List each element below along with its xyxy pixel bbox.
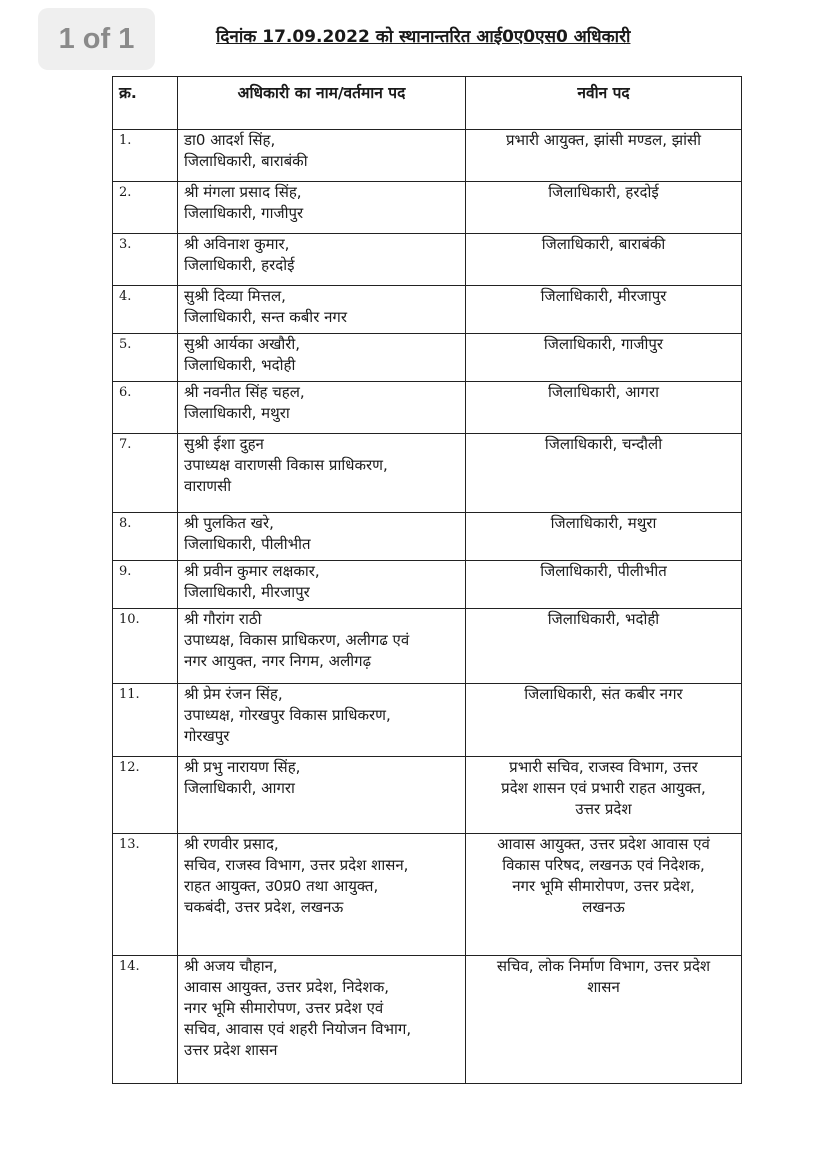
new-post-line: सचिव, लोक निर्माण विभाग, उत्तर प्रदेश: [496, 957, 711, 975]
table-row: [113, 684, 742, 757]
row-officer-details: [178, 684, 466, 757]
officer-detail-line: जिलाधिकारी, हरदोई: [184, 256, 295, 274]
table-row: [113, 513, 742, 561]
table-row: [113, 182, 742, 234]
officer-detail-line: श्री अजय चौहान,: [184, 957, 278, 975]
officer-detail-line: नगर भूमि सीमारोपण, उत्तर प्रदेश एवं: [184, 999, 384, 1017]
header-serial: क्र.: [113, 77, 178, 130]
officer-detail-line: जिलाधिकारी, मथुरा: [184, 404, 290, 422]
row-officer-details: [178, 561, 466, 609]
row-officer-details: [178, 382, 466, 434]
officer-detail-line: नगर आयुक्त, नगर निगम, अलीगढ़: [184, 652, 372, 670]
new-post-line: जिलाधिकारी, पीलीभीत: [540, 562, 667, 580]
new-post-line: विकास परिषद, लखनऊ एवं निदेशक,: [502, 856, 705, 874]
new-post-line: नगर भूमि सीमारोपण, उत्तर प्रदेश,: [512, 877, 695, 895]
officer-detail-line: श्री गौरांग राठी: [184, 610, 262, 628]
row-officer-details: [178, 834, 466, 956]
table-row: [113, 334, 742, 382]
officer-detail-line: जिलाधिकारी, मीरजापुर: [184, 583, 310, 601]
officer-detail-line: श्री प्रभु नारायण सिंह,: [184, 758, 301, 776]
new-post-line: जिलाधिकारी, आगरा: [548, 383, 659, 401]
row-officer-details: [178, 234, 466, 286]
officer-detail-line: सुश्री ईशा दुहन: [184, 435, 264, 453]
row-new-post: [466, 130, 742, 182]
row-new-post: [466, 286, 742, 334]
officer-detail-line: आवास आयुक्त, उत्तर प्रदेश, निदेशक,: [184, 978, 390, 996]
table-header-row: [113, 77, 742, 130]
new-post-line: उत्तर प्रदेश: [575, 800, 632, 818]
officer-detail-line: श्री पुलकित खरे,: [184, 514, 274, 532]
officer-detail-line: श्री प्रेम रंजन सिंह,: [184, 685, 283, 703]
officer-detail-line: श्री प्रवीन कुमार लक्षकार,: [184, 562, 320, 580]
officer-detail-line: श्री मंगला प्रसाद सिंह,: [184, 183, 302, 201]
table-row: [113, 234, 742, 286]
row-serial: 4.: [113, 286, 178, 334]
officer-detail-line: सुश्री आर्यका अखौरी,: [184, 335, 301, 353]
row-officer-details: [178, 286, 466, 334]
officer-detail-line: डा0 आदर्श सिंह,: [184, 131, 276, 149]
new-post-line: जिलाधिकारी, हरदोई: [548, 183, 659, 201]
new-post-line: जिलाधिकारी, भदोही: [547, 610, 660, 628]
row-serial: 2.: [113, 182, 178, 234]
officer-detail-line: जिलाधिकारी, आगरा: [184, 779, 295, 797]
row-serial: 14.: [113, 956, 178, 1084]
row-officer-details: [178, 434, 466, 513]
table-row: [113, 834, 742, 956]
officer-detail-line: गोरखपुर: [184, 727, 230, 745]
row-serial: 5.: [113, 334, 178, 382]
table-row: [113, 130, 742, 182]
officer-detail-line: श्री रणवीर प्रसाद,: [184, 835, 279, 853]
row-new-post: [466, 434, 742, 513]
row-serial: 12.: [113, 757, 178, 834]
row-serial: 8.: [113, 513, 178, 561]
row-new-post: [466, 182, 742, 234]
table-row: [113, 561, 742, 609]
officer-detail-line: जिलाधिकारी, सन्त कबीर नगर: [184, 308, 347, 326]
officer-detail-line: सुश्री दिव्या मित्तल,: [184, 287, 286, 305]
new-post-line: जिलाधिकारी, चन्दौली: [544, 435, 663, 453]
officer-detail-line: जिलाधिकारी, भदोही: [184, 356, 296, 374]
officer-detail-line: श्री अविनाश कुमार,: [184, 235, 290, 253]
row-officer-details: [178, 757, 466, 834]
row-new-post: [466, 234, 742, 286]
officer-detail-line: राहत आयुक्त, उ0प्र0 तथा आयुक्त,: [184, 877, 379, 895]
new-post-line: प्रभारी आयुक्त, झांसी मण्डल, झांसी: [505, 131, 701, 149]
table-row: [113, 956, 742, 1084]
row-serial: 9.: [113, 561, 178, 609]
officer-detail-line: सचिव, आवास एवं शहरी नियोजन विभाग,: [184, 1020, 412, 1038]
new-post-line: प्रभारी सचिव, राजस्व विभाग, उत्तर: [509, 758, 698, 776]
new-post-line: जिलाधिकारी, संत कबीर नगर: [524, 685, 683, 703]
row-new-post: [466, 684, 742, 757]
row-officer-details: [178, 956, 466, 1084]
officer-detail-line: उपाध्यक्ष, विकास प्राधिकरण, अलीगढ एवं: [184, 631, 410, 649]
new-post-line: जिलाधिकारी, गाजीपुर: [543, 335, 664, 353]
transfer-table: [112, 76, 742, 1084]
table-row: [113, 757, 742, 834]
document-title: दिनांक 17.09.2022 को स्थानान्तरित आई0ए0एस0 अधिकारी: [216, 27, 631, 47]
row-serial: 13.: [113, 834, 178, 956]
row-new-post: [466, 757, 742, 834]
row-new-post: [466, 561, 742, 609]
header-officer-name: अधिकारी का नाम/वर्तमान पद: [178, 77, 466, 130]
officer-detail-line: जिलाधिकारी, बाराबंकी: [184, 152, 308, 170]
row-serial: 1.: [113, 130, 178, 182]
row-new-post: [466, 609, 742, 684]
row-officer-details: [178, 182, 466, 234]
new-post-line: आवास आयुक्त, उत्तर प्रदेश आवास एवं: [497, 835, 710, 853]
row-officer-details: [178, 130, 466, 182]
officer-detail-line: सचिव, राजस्व विभाग, उत्तर प्रदेश शासन,: [184, 856, 409, 874]
new-post-line: शासन: [587, 978, 620, 996]
row-new-post: [466, 513, 742, 561]
table-row: [113, 382, 742, 434]
row-officer-details: [178, 609, 466, 684]
row-officer-details: [178, 334, 466, 382]
officer-detail-line: चकबंदी, उत्तर प्रदेश, लखनऊ: [184, 898, 344, 916]
officer-detail-line: उपाध्यक्ष वाराणसी विकास प्राधिकरण,: [184, 456, 388, 474]
officer-detail-line: जिलाधिकारी, गाजीपुर: [184, 204, 304, 222]
officer-detail-line: जिलाधिकारी, पीलीभीत: [184, 535, 311, 553]
row-officer-details: [178, 513, 466, 561]
table-row: [113, 286, 742, 334]
row-new-post: [466, 956, 742, 1084]
officer-detail-line: उपाध्यक्ष, गोरखपुर विकास प्राधिकरण,: [184, 706, 391, 724]
new-post-line: प्रदेश शासन एवं प्रभारी राहत आयुक्त,: [501, 779, 706, 797]
row-serial: 10.: [113, 609, 178, 684]
row-new-post: [466, 834, 742, 956]
row-serial: 3.: [113, 234, 178, 286]
row-new-post: [466, 334, 742, 382]
new-post-line: जिलाधिकारी, मीरजापुर: [540, 287, 667, 305]
table-row: [113, 609, 742, 684]
table-row: [113, 434, 742, 513]
row-serial: 7.: [113, 434, 178, 513]
row-serial: 11.: [113, 684, 178, 757]
row-serial: 6.: [113, 382, 178, 434]
header-new-post: नवीन पद: [466, 77, 742, 130]
new-post-line: जिलाधिकारी, बाराबंकी: [541, 235, 666, 253]
row-new-post: [466, 382, 742, 434]
new-post-line: लखनऊ: [582, 898, 625, 916]
officer-detail-line: वाराणसी: [184, 477, 232, 495]
page-indicator: 1 of 1: [38, 8, 155, 70]
officer-detail-line: उत्तर प्रदेश शासन: [184, 1041, 278, 1059]
officer-detail-line: श्री नवनीत सिंह चहल,: [184, 383, 305, 401]
new-post-line: जिलाधिकारी, मथुरा: [550, 514, 657, 532]
